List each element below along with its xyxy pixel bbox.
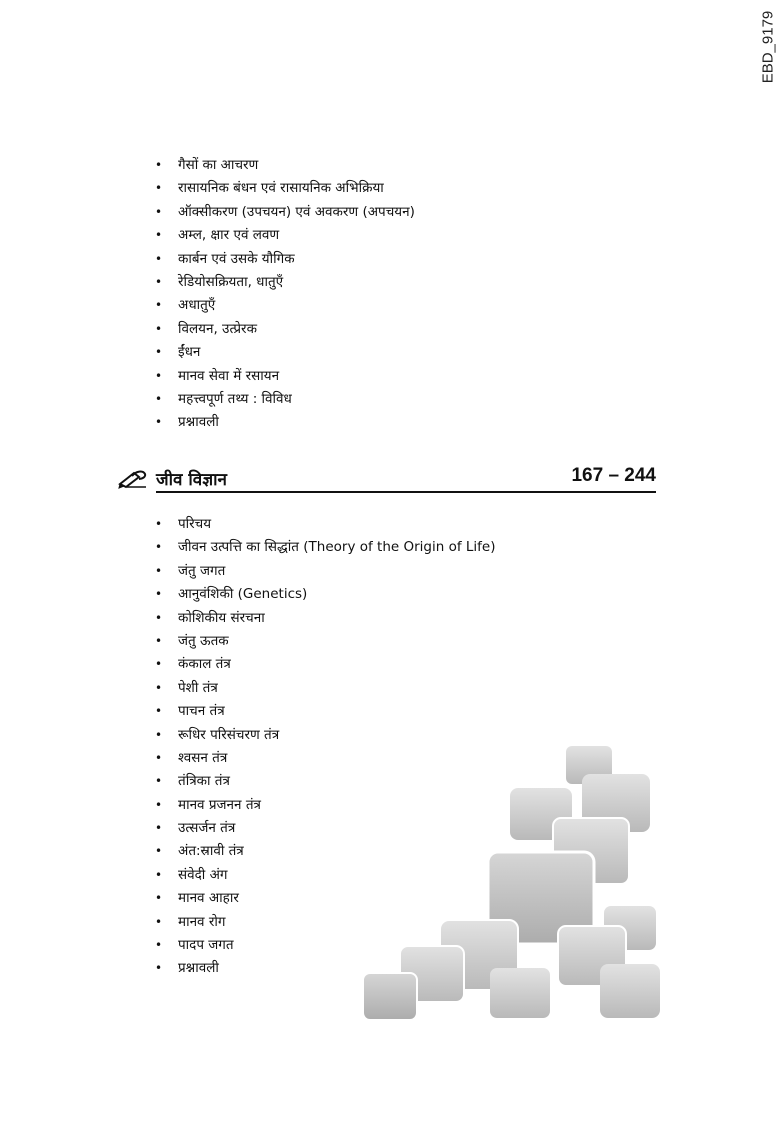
topic-label: तंत्रिका तंत्र <box>178 773 230 790</box>
section-divider <box>156 491 656 493</box>
list-item <box>152 513 495 536</box>
section-title: जीव विज्ञान <box>156 470 227 490</box>
list-item <box>152 700 495 723</box>
topic-label: संवेदी अंग <box>178 866 228 883</box>
list-item <box>152 294 415 317</box>
topic-label: मानव रोग <box>178 913 226 930</box>
bullet: • <box>155 298 163 313</box>
topic-label: रेडियोसक्रियता, धातुएँ <box>178 273 284 290</box>
topic-label: अधातुएँ <box>178 297 216 314</box>
list-item <box>152 177 415 200</box>
bullet: • <box>155 891 163 906</box>
list-item <box>152 248 415 271</box>
topic-label: जंतु ऊतक <box>178 632 229 649</box>
topic-label: ईंधन <box>178 344 201 361</box>
topic-label: परिचय <box>178 516 212 532</box>
topic-label: कार्बन एवं उसके यौगिक <box>178 250 295 267</box>
topic-label: रासायनिक बंधन एवं रासायनिक अभिक्रिया <box>178 180 384 197</box>
list-item <box>152 677 495 700</box>
bullet: • <box>155 610 163 625</box>
topic-label: अंत:स्रावी तंत्र <box>178 843 244 860</box>
topic-label: रूधिर परिसंचरण तंत्र <box>178 726 280 743</box>
decorative-squares <box>360 740 665 1025</box>
bullet: • <box>155 158 163 172</box>
bullet: • <box>155 844 163 859</box>
bullet: • <box>155 961 163 976</box>
bullet: • <box>155 181 163 196</box>
bullet: • <box>155 563 163 578</box>
bullet: • <box>155 704 163 719</box>
bullet: • <box>155 415 163 430</box>
list-item <box>152 560 495 583</box>
topic-label: उत्सर्जन तंत्र <box>178 820 236 837</box>
topic-label: महत्त्वपूर्ण तथ्य : विविध <box>178 390 292 407</box>
topic-label: श्वसन तंत्र <box>178 749 228 766</box>
bullet: • <box>155 633 163 648</box>
bullet: • <box>155 540 163 555</box>
list-item <box>152 201 415 224</box>
list-item <box>152 388 415 411</box>
bullet: • <box>155 204 163 219</box>
list-item <box>152 653 495 676</box>
list-item <box>152 607 495 630</box>
page-code-text: EBD_9179 <box>759 10 777 84</box>
bullet: • <box>155 657 163 672</box>
list-item <box>152 271 415 294</box>
bullet: • <box>155 727 163 742</box>
bullet: • <box>155 517 163 531</box>
topic-label: ऑक्सीकरण (उपचयन) एवं अवकरण (अपचयन) <box>178 203 415 220</box>
list-item <box>152 318 415 341</box>
list-item <box>152 341 415 364</box>
bullet: • <box>155 368 163 383</box>
list-item <box>152 365 415 388</box>
topic-label: जंतु जगत <box>178 562 226 579</box>
bullet: • <box>155 750 163 765</box>
topic-label: गैसों का आचरण <box>178 157 259 173</box>
bullet: • <box>155 391 163 406</box>
chemistry-topic-list <box>152 154 415 435</box>
list-item <box>152 411 415 434</box>
pen-hand-icon <box>118 467 148 489</box>
bullet: • <box>155 797 163 812</box>
bullet: • <box>155 345 163 360</box>
bullet: • <box>155 587 163 602</box>
bullet: • <box>155 251 163 266</box>
topic-label: आनुवंशिकी (Genetics) <box>178 586 308 603</box>
list-item <box>152 630 495 653</box>
list-item <box>152 583 495 606</box>
topic-label: पेशी तंत्र <box>178 679 218 696</box>
page-range: 167 – 244 <box>571 465 656 486</box>
topic-label: कोशिकीय संरचना <box>178 609 265 626</box>
topic-label: पादप जगत <box>178 937 234 954</box>
topic-label: पाचन तंत्र <box>178 703 225 720</box>
list-item <box>152 224 415 247</box>
bullet: • <box>155 867 163 882</box>
bullet: • <box>155 274 163 289</box>
list-item <box>152 536 495 559</box>
list-item <box>152 154 415 177</box>
topic-label: मानव आहार <box>178 890 239 907</box>
topic-label: कंकाल तंत्र <box>178 656 231 673</box>
topic-label: मानव सेवा में रसायन <box>178 367 280 384</box>
biology-section-header <box>118 463 656 493</box>
bullet: • <box>155 938 163 953</box>
bullet: • <box>155 774 163 789</box>
topic-label: प्रश्नावली <box>178 414 219 431</box>
bullet: • <box>155 914 163 929</box>
bullet: • <box>155 821 163 836</box>
bullet: • <box>155 680 163 695</box>
topic-label: जीवन उत्पत्ति का सिद्धांत (Theory of the Origin of Life) <box>178 539 496 556</box>
topic-label: प्रश्नावली <box>178 960 219 977</box>
page-code <box>758 2 778 92</box>
topic-label: अम्ल, क्षार एवं लवण <box>178 227 280 244</box>
bullet: • <box>155 321 163 336</box>
topic-label: मानव प्रजनन तंत्र <box>178 796 261 813</box>
topic-label: विलयन, उत्प्रेरक <box>178 320 257 337</box>
bullet: • <box>155 228 163 243</box>
